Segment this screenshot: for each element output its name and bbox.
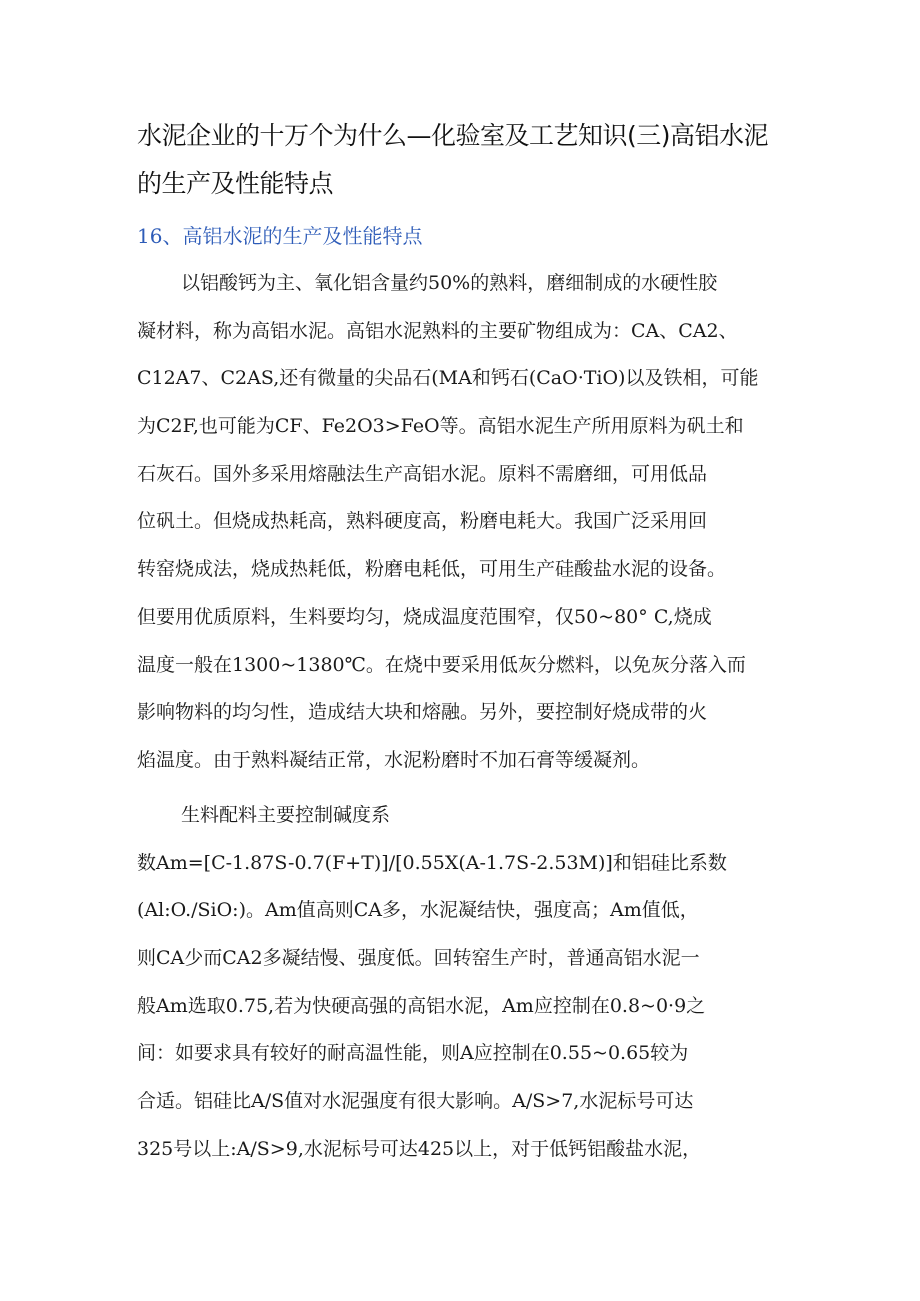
paragraph-line: 焰温度。由于熟料凝结正常，水泥粉磨时不加石膏等缓凝剂。 [137,748,651,771]
paragraph-line: 转窑烧成法，烧成热耗低，粉磨电耗低，可用生产硅酸盐水泥的设备。 [137,558,727,581]
paragraph-line: 温度一般在1300~1380℃。在烧中要采用低灰分燃料，以免灰分落入而 [137,653,746,676]
paragraph-line: 为C2F,也可能为CF、Fe2O3>FeO等。高铝水泥生产所用原料为矾土和 [137,415,744,438]
paragraph-line: 般Am选取0.75,若为快硬高强的高铝水泥，Am应控制在0.8~0·9之 [137,994,706,1017]
paragraph-line: 数Am=[C-1.87S-0.7(F+T)]/[0.55X(A-1.7S-2.53M)]和铝硅比系数 [137,851,727,874]
paragraph-line: C12A7、C2AS,还有微量的尖品石(MA和钙石(CaO·TiO)以及铁相，可能 [137,367,759,390]
paragraph-line: 生料配料主要控制碱度系 [181,804,391,826]
title-line: 水泥企业的十万个为什么—化验室及工艺知识(三)高铝水泥 [137,121,769,150]
paragraph-line: 合适。铝硅比A/S值对水泥强度有很大影响。A/S>7,水泥标号可达 [137,1090,694,1113]
paragraph-line: 位矾土。但烧成热耗高，熟料硬度高，粉磨电耗大。我国广泛采用回 [137,510,708,533]
paragraph-1 [137,260,817,785]
section-heading: 16、高铝水泥的生产及性能特点 [137,224,423,248]
paragraph-line: 325号以上:A/S>9,水泥标号可达425以上，对于低钙铝酸盐水泥， [137,1137,702,1160]
paragraph-2 [137,792,817,1174]
title-line: 的生产及性能特点 [137,169,334,198]
paragraph-line: (Al:O./SiO:)。Am值高则CA多，水泥凝结快，强度高；Am值低， [137,899,699,922]
paragraph-line: 但要用优质原料，生料要均匀，烧成温度范围窄，仅50~80° C,烧成 [137,605,712,628]
paragraph-line: 则CA少而CA2多凝结慢、强度低。回转窑生产时，普通高铝水泥一 [137,947,700,970]
document-title [137,112,817,208]
paragraph-line: 间：如要求具有较好的耐高温性能，则A应控制在0.55~0.65较为 [137,1042,689,1065]
paragraph-line: 石灰石。国外多采用熔融法生产高铝水泥。原料不需磨细，可用低品 [137,462,708,485]
paragraph-line: 以铝酸钙为主、氧化铝含量约50%的熟料，磨细制成的水硬性胶 [181,272,718,294]
paragraph-line: 凝材料，称为高铝水泥。高铝水泥熟料的主要矿物组成为：CA、CA2、 [137,319,738,342]
paragraph-line: 影响物料的均匀性，造成结大块和熔融。另外，要控制好烧成带的火 [137,701,708,724]
